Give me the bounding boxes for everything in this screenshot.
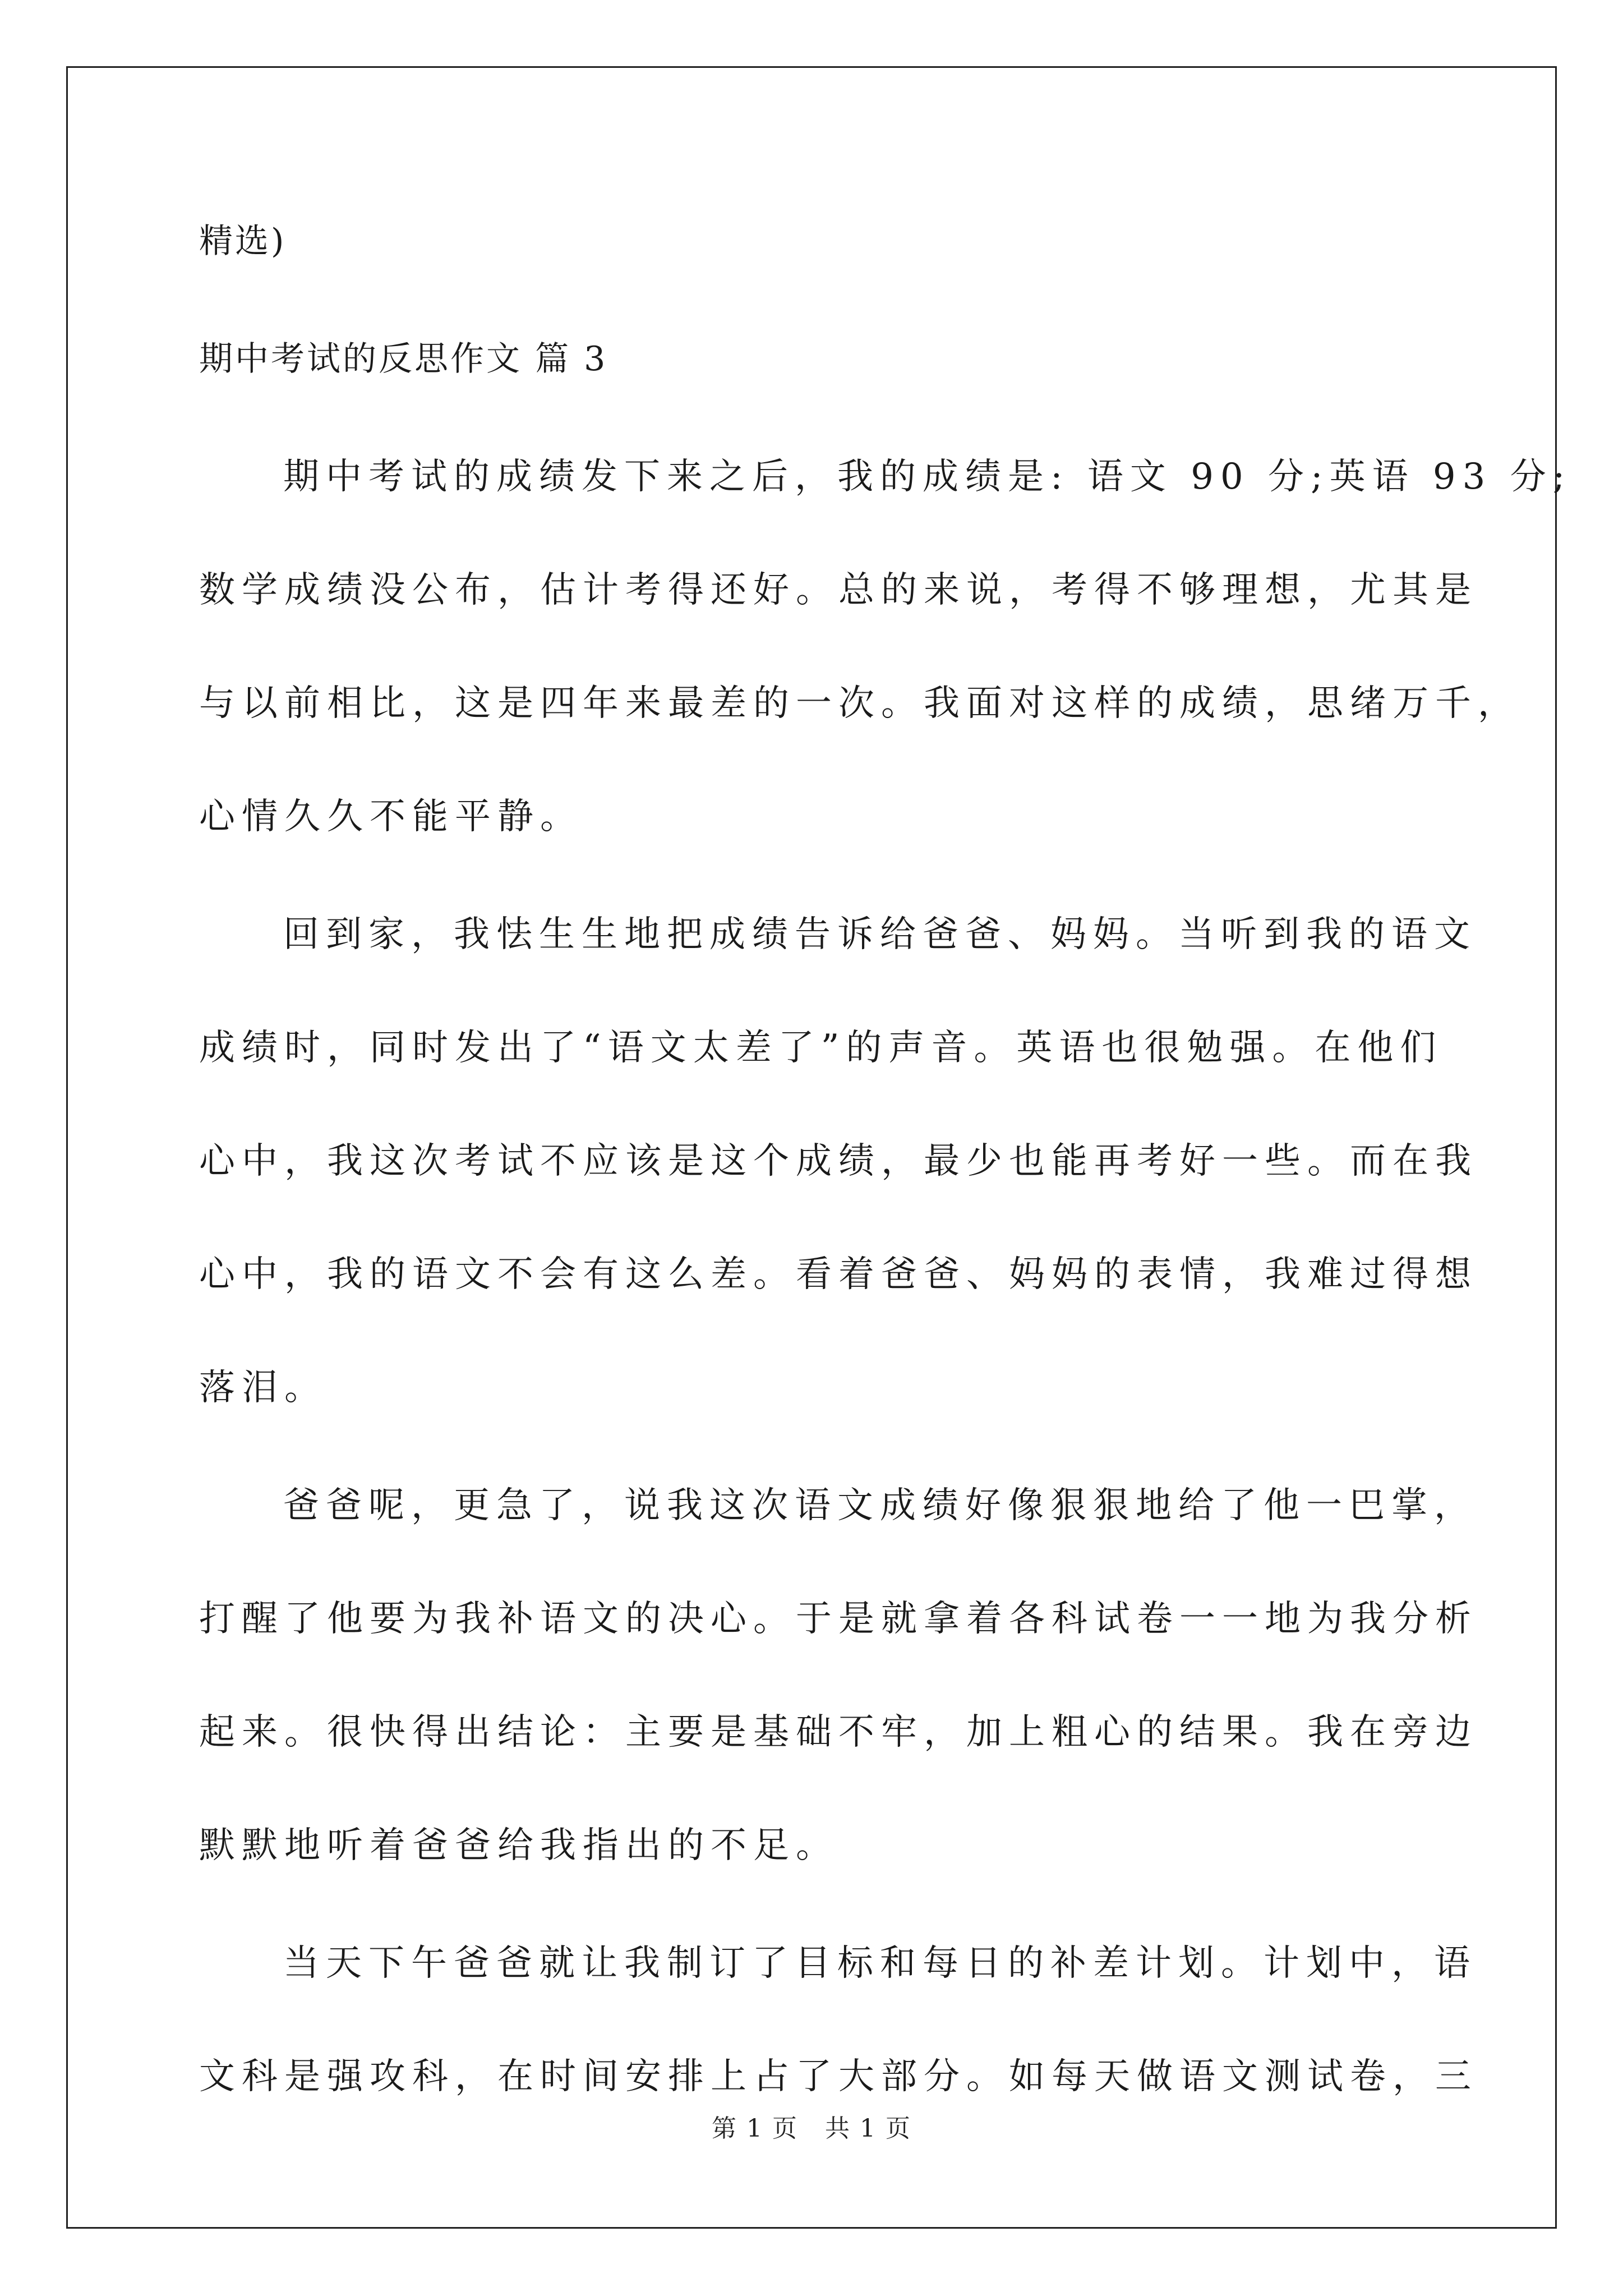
paragraph-line: 期中考试的成绩发下来之后，我的成绩是: 语文 90 分;英语 93 分;	[283, 456, 1572, 498]
paragraph-line: 心中，我这次考试不应该是这个成绩，最少也能再考好一些。而在我	[199, 1140, 1478, 1182]
paragraph-line: 默默地听着爸爸给我指出的不足。	[199, 1825, 838, 1866]
essay-heading: 期中考试的反思作文 篇 3	[199, 339, 608, 379]
paragraph-line: 心情久久不能平静。	[199, 796, 583, 838]
paragraph-line: 成绩时，同时发出了“语文太差了”的声音。英语也很勉强。在他们	[199, 1027, 1443, 1069]
paragraph-line: 打醒了他要为我补语文的决心。于是就拿着各科试卷一一地为我分析	[199, 1598, 1478, 1640]
paragraph-1	[199, 449, 1572, 845]
page-footer	[0, 2112, 1623, 2146]
document-body	[199, 213, 1572, 2105]
paragraph-line: 数学成绩没公布，估计考得还好。总的来说，考得不够理想，尤其是	[199, 569, 1478, 611]
paragraph-line: 回到家，我怯生生地把成绩告诉给爸爸、妈妈。当听到我的语文	[283, 914, 1477, 955]
paragraph-line: 爸爸呢，更急了，说我这次语文成绩好像狠狠地给了他一巴掌，	[283, 1485, 1477, 1526]
paragraph-line: 落泪。	[199, 1367, 327, 1409]
page-number: 第 1 页	[712, 2114, 798, 2143]
paragraph-line: 文科是强攻科，在时间安排上占了大部分。如每天做语文测试卷，三	[199, 2056, 1478, 2097]
paragraph-4	[199, 1935, 1478, 2105]
paragraph-3	[199, 1478, 1478, 1874]
page-total: 共 1 页	[825, 2114, 911, 2143]
paragraph-line: 与以前相比，这是四年来最差的一次。我面对这样的成绩，思绪万千，	[199, 683, 1520, 724]
paragraph-line: 起来。很快得出结论：主要是基础不牢，加上粗心的结果。我在旁边	[199, 1711, 1478, 1753]
paragraph-line: 当天下午爸爸就让我制订了目标和每日的补差计划。计划中，语	[283, 1943, 1477, 1984]
paragraph-line: 心中，我的语文不会有这么差。看着爸爸、妈妈的表情，我难过得想	[199, 1254, 1478, 1295]
continuation-line: 精选)	[199, 222, 287, 261]
paragraph-2	[199, 907, 1478, 1416]
